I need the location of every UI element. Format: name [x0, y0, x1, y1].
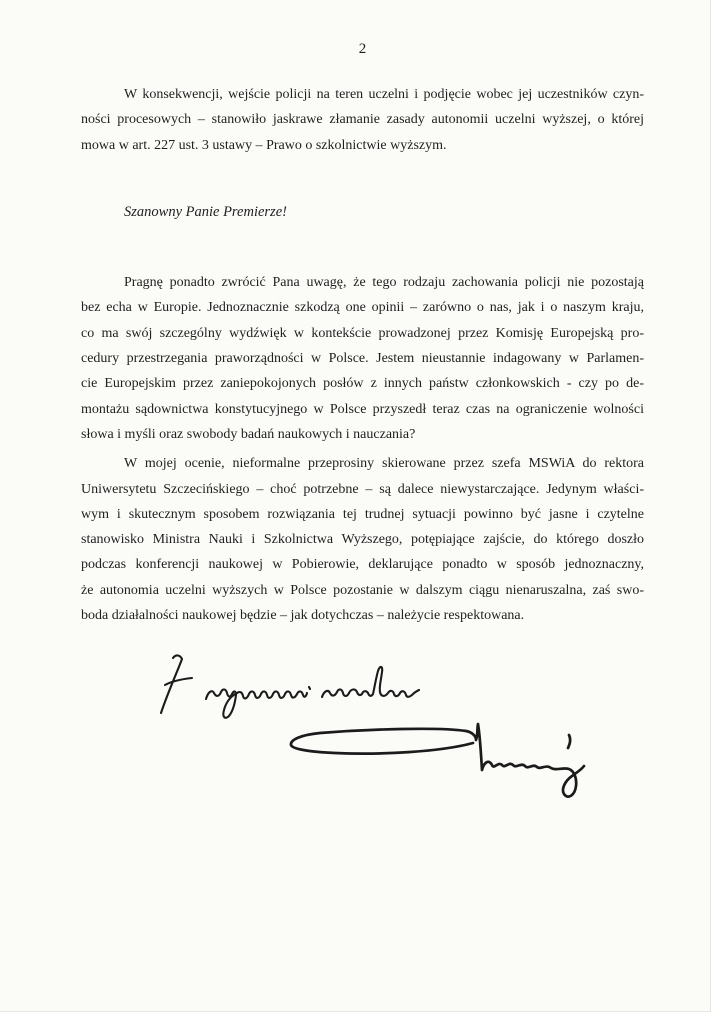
text-line: podczas konferencji naukowej w Pobierowie, deklarujące ponadto w sposób jednoznaczny, — [81, 557, 644, 573]
text-line: cedury przestrzegania praworządności w Polsce. Jestem nieustannie indagowany w Parlamen- — [81, 351, 644, 367]
paragraph-consequences — [81, 82, 644, 158]
paragraph-europe-reaction — [81, 270, 644, 447]
text-line: co ma swój szczególny wydźwięk w kontekście prowadzonej przez Komisję Europejską pro- — [81, 325, 644, 341]
text-line: W konsekwencji, wejście policji na teren uczelni i podjęcie wobec jej uczestników czyn- — [124, 87, 644, 102]
text-line: słowa i myśli oraz swobody badań naukowych i nauczania? — [81, 426, 416, 442]
text-line: mowa w art. 227 ust. 3 ustawy – Prawo o szkolnictwie wyższym. — [81, 137, 447, 153]
text-line: że autonomia uczelni wyższych w Polsce pozostanie w dalszym ciągu nienaruszalna, zaś swo- — [81, 582, 644, 598]
closing-and-signature-drawing — [140, 648, 620, 818]
text-line: montażu sądownictwa konstytucyjnego w Polsce przyszedł teraz czas na ograniczenie wolności — [81, 401, 644, 417]
page-number: 2 — [358, 41, 367, 57]
text-line: Pragnę ponadto zwrócić Pana uwagę, że tego rodzaju zachowania policji nie pozostają — [124, 275, 644, 291]
text-line: stanowisko Ministra Nauki i Szkolnictwa Wyższego, potępiające zajście, do którego doszło — [81, 532, 644, 548]
text-line: W mojej ocenie, nieformalne przeprosiny skierowane przez szefa MSWiA do rektora — [124, 456, 644, 472]
text-line: cie Europejskim przez zaniepokojonych posłów z innych państw członkowskich - czy po de- — [81, 376, 644, 392]
text-line: ności procesowych – stanowiło jaskrawe złamanie zasady autonomii uczelni wyższej, o której — [81, 112, 644, 128]
signature-scrawl — [291, 724, 584, 797]
text-line: bez echa w Europie. Jednoznacznie szkodzą one opinii – zarówno o nas, jak i o naszym kraju, — [81, 300, 644, 316]
handwriting-z-wyrazami-szacunku — [161, 655, 419, 717]
text-line: Uniwersytetu Szczecińskiego – choć potrzebne – są dalece niewystarczające. Jedynym właści- — [81, 481, 644, 497]
salutation: Szanowny Panie Premierze! — [124, 203, 287, 220]
handwritten-closing — [140, 648, 620, 818]
text-line: wym i skutecznym sposobem rozwiązania tej trudnej sytuacji powinno być jasne i czytelne — [81, 506, 644, 522]
letter-body — [0, 38, 710, 628]
paragraph-demanded-stance — [81, 451, 644, 628]
text-line: boda działalności naukowej będzie – jak dotychczas – należycie respektowana. — [81, 608, 525, 624]
